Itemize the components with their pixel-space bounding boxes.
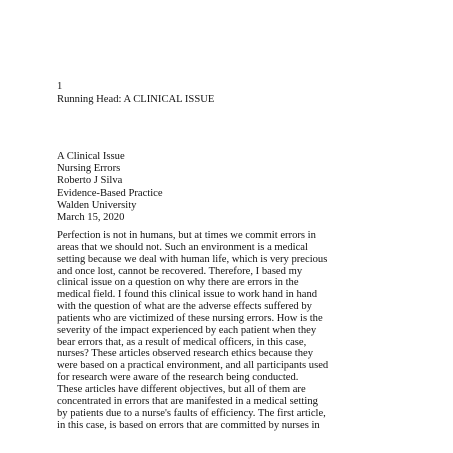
body-line: clinical issue on a question on why there are errors in the [57, 277, 299, 289]
course-name: Evidence-Based Practice [57, 187, 163, 199]
body-line: with the question of what are the adverse effects suffered by [57, 301, 312, 313]
body-line: areas that we should not. Such an environment is a medical [57, 241, 308, 253]
body-line: nurses? These articles observed research ethics because they [57, 348, 313, 360]
body-line: severity of the impact experienced by each patient when they [57, 324, 317, 336]
body-line: were based on a practical environment, and all participants used [57, 360, 329, 372]
paper-title: A Clinical Issue [57, 151, 125, 162]
body-line: in this case, is based on errors that are committed by nurses in [57, 419, 320, 431]
body-line: bear errors that, as a result of medical officers, in this case, [57, 336, 307, 348]
paper-topic: Nursing Errors [57, 163, 121, 175]
body-line: Perfection is not in humans, but at times we commit errors in [57, 230, 316, 241]
body-line: patients who are victimized of these nursing errors. How is the [57, 312, 323, 324]
body-line: setting because we deal with human life, which is very precious [57, 253, 328, 265]
author-name: Roberto J Silva [57, 175, 123, 187]
page-header [57, 80, 214, 106]
paper-date: March 15, 2020 [57, 212, 125, 224]
body-line: for research were aware of the research being conducted. [57, 372, 299, 384]
page-number: 1 [57, 81, 63, 92]
body-line: These articles have different objectives, but all of them are [57, 383, 306, 395]
running-head: Running Head: A CLINICAL ISSUE [57, 94, 215, 105]
body-line: by patients due to a nurse's faults of efficiency. The first article, [57, 407, 326, 419]
body-line: concentrated in errors that are manifested in a medical setting [57, 395, 318, 407]
body-paragraph [57, 230, 442, 431]
body-line: and once lost, cannot be recovered. Therefore, I based my [57, 265, 303, 277]
institution-name: Walden University [57, 199, 137, 211]
body-line: medical field. I found this clinical issue to work hand in hand [57, 289, 318, 301]
title-block [57, 151, 163, 224]
